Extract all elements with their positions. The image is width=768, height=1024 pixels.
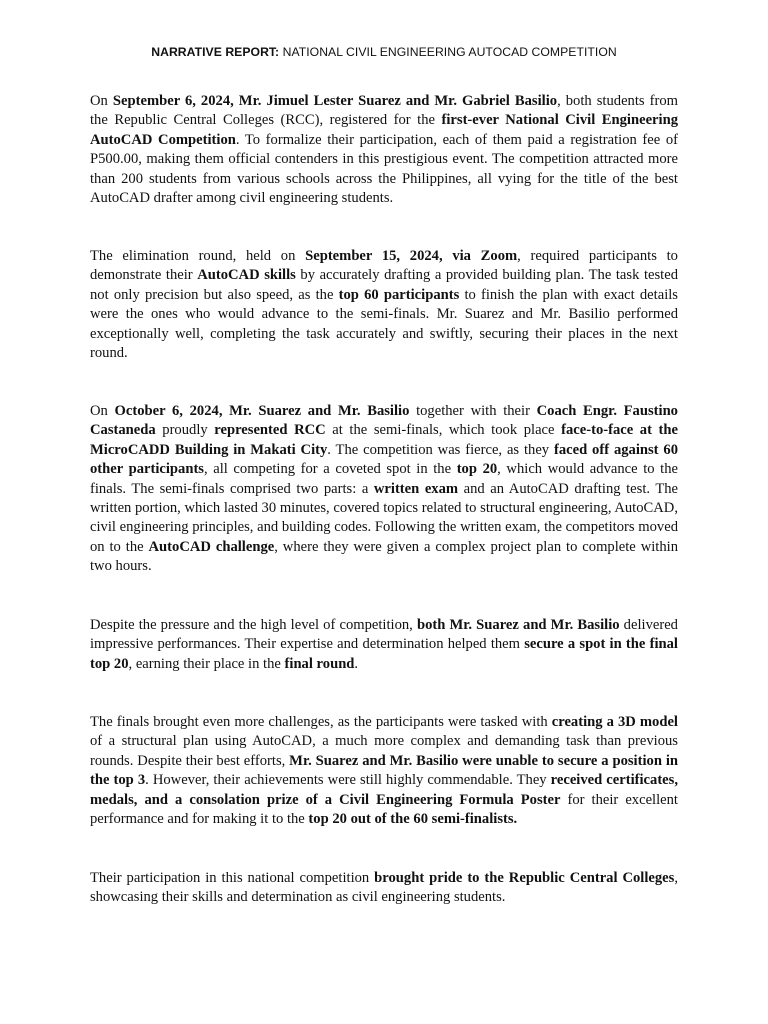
text-run: . However, their achievements were still highly commendable. They: [145, 772, 551, 789]
text-run: by accurately drafting a provided building plan. The task tested not only precision but also speed, as the: [90, 267, 678, 303]
text-run: . The competition was fierce, as they: [327, 441, 554, 458]
report-title-prefix: NARRATIVE REPORT:: [151, 45, 280, 59]
bold-text-run: AutoCAD skills: [197, 267, 296, 284]
bold-text-run: written exam: [373, 480, 459, 497]
text-run: On: [90, 93, 113, 109]
text-run: , required participants to demonstrate their: [90, 248, 678, 284]
text-run: The finals brought even more challenges, as the participants were tasked with: [90, 714, 552, 730]
text-run: .: [354, 655, 359, 672]
bold-text-run: final round: [284, 655, 355, 672]
bold-text-run: creating a 3D model: [551, 714, 678, 730]
text-run: Their participation in this national competition: [90, 870, 375, 886]
bold-text-run: brought pride to the Republic Central Colleges: [374, 870, 675, 886]
text-run: , which would advance to the finals. The semi-finals comprised two parts: a: [90, 461, 678, 497]
bold-text-run: AutoCAD challenge: [148, 538, 275, 555]
paragraph-semi-finals: [90, 402, 678, 577]
bold-text-run: top 20 out of the 60 semi-finalists.: [308, 811, 518, 828]
bold-text-run: Mr. Suarez and Mr. Basilio were unable to secure a position in the top 3: [90, 752, 678, 789]
report-title-text: NATIONAL CIVIL ENGINEERING AUTOCAD COMPETITION: [279, 45, 617, 59]
text-run: On: [90, 403, 115, 419]
text-run: proudly: [155, 422, 215, 439]
text-run: The elimination round, held on: [90, 248, 306, 264]
bold-text-run: secure a spot in the final top 20: [90, 636, 678, 672]
bold-text-run: October 6, 2024, Mr. Suarez and Mr. Basilio: [114, 403, 410, 419]
bold-text-run: received certificates, medals, and a consolation prize of a Civil Engineering Formula Poster: [90, 772, 678, 808]
text-run: for their excellent performance and for making it to the: [90, 791, 678, 828]
bold-text-run: first-ever National Civil Engineering AutoCAD Competition: [90, 112, 678, 148]
text-run: Despite the pressure and the high level of competition,: [90, 617, 417, 633]
report-title: [0, 45, 768, 59]
text-run: and an AutoCAD drafting test. The written portion, which lasted 30 minutes, covered topics related to structural engineering, AutoCAD, civil engineering principles, and building codes. Following the written exam, the competitors moved on to the: [90, 480, 679, 555]
paragraph-finals: [90, 713, 678, 829]
bold-text-run: top 60 participants: [338, 286, 460, 303]
text-run: together with their: [409, 403, 537, 419]
bold-text-run: Coach Engr. Faustino Castaneda: [90, 403, 678, 439]
paragraph-semi-final-results: [90, 616, 678, 674]
bold-text-run: September 15, 2024, via Zoom: [305, 248, 518, 264]
text-run: , both students from the Republic Central Colleges (RCC), registered for the: [90, 93, 678, 129]
text-run: , showcasing their skills and determination as civil engineering students.: [90, 870, 678, 906]
paragraph-registration: [90, 92, 678, 208]
text-run: , all competing for a coveted spot in the: [203, 461, 457, 478]
bold-text-run: both Mr. Suarez and Mr. Basilio: [416, 617, 620, 633]
paragraph-elimination-round: [90, 247, 678, 363]
bold-text-run: represented RCC: [214, 422, 326, 439]
bold-text-run: faced off against 60 other participants: [90, 441, 678, 478]
text-run: delivered impressive performances. Their expertise and determination helped them: [90, 617, 678, 653]
text-run: at the semi-finals, which took place: [325, 422, 562, 439]
bold-text-run: top 20: [456, 461, 498, 478]
bold-text-run: September 6, 2024, Mr. Jimuel Lester Suarez and Mr. Gabriel Basilio: [112, 93, 558, 109]
text-run: , earning their place in the: [128, 655, 285, 672]
text-run: , where they were given a complex project plan to complete within two hours.: [90, 538, 678, 575]
text-run: to finish the plan with exact details were the ones who would advance to the semi-finals. Mr. Suarez and Mr. Basilio performed exceptionally well, completing the task accurately and swiftly, securing their places in the next round.: [90, 286, 678, 362]
text-run: of a structural plan using AutoCAD, a much more complex and demanding task than previous rounds. Despite their best efforts,: [90, 733, 678, 769]
text-run: . To formalize their participation, each of them paid a registration fee of P500.00, making them official contenders in this prestigious event. The competition attracted more than 200 students from various schools across the Philippines, all vying for the title of the best AutoCAD drafter among civil engineering students.: [90, 131, 678, 207]
paragraph-conclusion: [90, 869, 678, 908]
bold-text-run: face-to-face at the MicroCADD Building in Makati City: [90, 422, 678, 458]
